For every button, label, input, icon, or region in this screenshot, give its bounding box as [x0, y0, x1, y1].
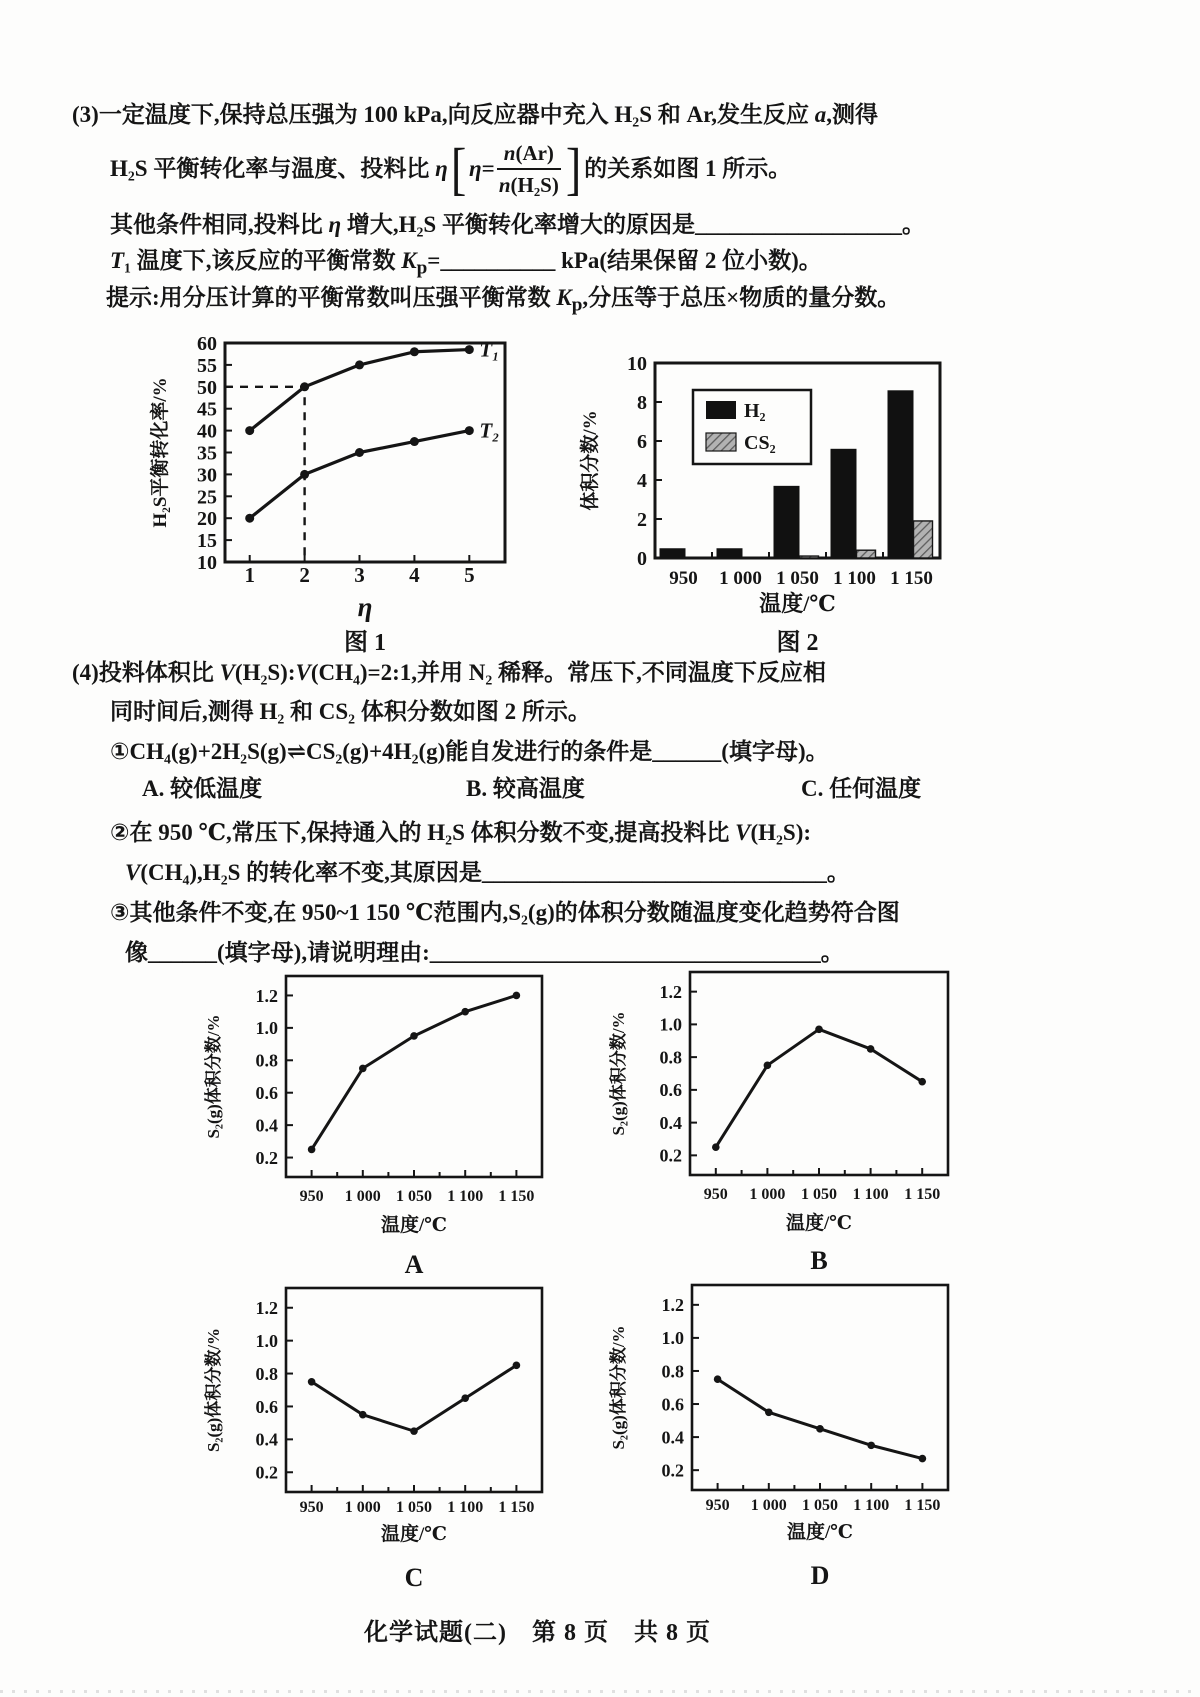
right-bracket: ] — [565, 136, 582, 202]
svg-text:1 100: 1 100 — [447, 1188, 484, 1205]
q3-line-4: T₁ 温度下,该反应的平衡常数 $K_p=\_\_\_\_\_\_\_\_\_\_$ kPa(结果保留 2 位小数)。 — [110, 248, 822, 279]
svg-text:0.6: 0.6 — [255, 1083, 278, 1104]
svg-text:1 100: 1 100 — [833, 568, 876, 589]
svg-text:45: 45 — [197, 398, 217, 421]
figure1-line-chart — [140, 330, 550, 630]
svg-text:0.6: 0.6 — [659, 1080, 682, 1101]
svg-text:η: η — [357, 592, 373, 622]
scan-noise-band — [0, 1690, 1200, 1693]
svg-text:体积分数/%: 体积分数/% — [580, 410, 601, 511]
svg-text:1 050: 1 050 — [776, 568, 819, 589]
q4-line-8: 像______(填字母),请说明理由:__________________________________。 — [125, 940, 844, 965]
svg-text:20: 20 — [197, 508, 217, 531]
q4-line-6: V(CH₄),H₂S 的转化率不变,其原因是______________________________。 — [125, 860, 850, 885]
svg-text:1.0: 1.0 — [659, 1014, 682, 1035]
formula-lead: η= — [469, 156, 495, 181]
svg-text:950: 950 — [705, 1497, 730, 1514]
svg-text:H₂S平衡转化率/%: H₂S平衡转化率/% — [150, 377, 171, 528]
svg-text:35: 35 — [197, 442, 217, 465]
svg-text:40: 40 — [197, 420, 217, 443]
svg-text:1 050: 1 050 — [396, 1188, 432, 1205]
svg-text:55: 55 — [197, 354, 217, 377]
svg-text:H₂: H₂ — [744, 400, 766, 422]
svg-text:0.2: 0.2 — [255, 1147, 278, 1168]
q3-line2-prefix: H₂S 平衡转化率与温度、投料比 η — [110, 156, 448, 181]
q4-line-1: (4)投料体积比 V(H₂S):V(CH₄)=2:1,并用 N₂ 稀释。常压下,不同温度下反应相 — [72, 660, 826, 685]
svg-text:50: 50 — [197, 376, 217, 399]
q3-line2-suffix: 的关系如图 1 所示。 — [584, 156, 792, 181]
svg-text:0.4: 0.4 — [255, 1115, 278, 1136]
svg-text:1 150: 1 150 — [890, 568, 933, 589]
q4-line-3: ①CH₄(g)+2H₂S(g)⇌CS₂(g)+4H₂(g)能自发进行的条件是______(填字母)。 — [110, 739, 829, 764]
svg-text:S₂(g)体积分数/%: S₂(g)体积分数/% — [609, 1011, 628, 1136]
svg-text:1 050: 1 050 — [802, 1497, 838, 1514]
svg-text:1.2: 1.2 — [255, 1298, 278, 1319]
svg-text:10: 10 — [197, 552, 217, 574]
formula-fraction — [497, 141, 561, 197]
chart-d — [600, 1269, 960, 1561]
svg-text:1.0: 1.0 — [255, 1018, 278, 1039]
svg-text:8: 8 — [637, 392, 647, 414]
svg-text:0.2: 0.2 — [659, 1145, 682, 1166]
svg-text:温度/℃: 温度/℃ — [785, 1213, 853, 1234]
svg-text:10: 10 — [627, 353, 647, 375]
chart-c — [195, 1272, 555, 1564]
left-bracket: [ — [450, 136, 467, 202]
fraction-denominator: n(H₂S) — [498, 173, 559, 197]
svg-text:S₂(g)体积分数/%: S₂(g)体积分数/% — [609, 1325, 628, 1450]
svg-text:0.6: 0.6 — [255, 1396, 278, 1417]
svg-text:1 150: 1 150 — [498, 1188, 535, 1205]
chart-b — [600, 956, 960, 1246]
q3-line-2 — [110, 131, 791, 207]
svg-text:1 150: 1 150 — [498, 1499, 535, 1516]
svg-text:0.8: 0.8 — [255, 1363, 278, 1384]
svg-text:1 150: 1 150 — [904, 1497, 941, 1514]
svg-text:2: 2 — [299, 563, 310, 587]
svg-text:温度/℃: 温度/℃ — [380, 1524, 448, 1545]
svg-text:0.8: 0.8 — [661, 1361, 684, 1382]
option-c: C. 任何温度 — [801, 776, 922, 801]
svg-text:1.0: 1.0 — [255, 1330, 278, 1351]
svg-text:1 100: 1 100 — [853, 1497, 890, 1514]
svg-text:0.6: 0.6 — [661, 1394, 684, 1415]
svg-text:4: 4 — [409, 563, 420, 587]
figure2-bar-chart — [575, 350, 995, 635]
chart-b-caption: B — [810, 1246, 828, 1275]
svg-text:5: 5 — [464, 563, 475, 587]
chart-c-caption: C — [404, 1563, 424, 1592]
svg-text:1 000: 1 000 — [750, 1497, 787, 1514]
q4-line-2: 同时间后,测得 H₂ 和 CS₂ 体积分数如图 2 所示。 — [110, 699, 591, 724]
svg-text:1 000: 1 000 — [344, 1188, 381, 1205]
svg-text:15: 15 — [197, 530, 217, 553]
svg-text:1 050: 1 050 — [396, 1499, 432, 1516]
svg-text:T₁: T₁ — [479, 337, 500, 362]
q4-line-7: ③其他条件不变,在 950~1 150 ℃范围内,S₂(g)的体积分数随温度变化趋势符合图 — [110, 900, 900, 925]
q3-hint: 提示:用分压计算的平衡常数叫压强平衡常数 $K_p$,分压等于总压×物质的量分数。 — [106, 285, 901, 316]
svg-text:1: 1 — [244, 563, 255, 587]
figure1-caption: 图 1 — [344, 630, 386, 656]
svg-text:6: 6 — [637, 431, 647, 453]
q3-line-3: 其他条件相同,投料比 η 增大,H₂S 平衡转化率增大的原因是__________________。 — [110, 212, 925, 237]
svg-text:1 000: 1 000 — [719, 568, 762, 589]
svg-text:S₂(g)体积分数/%: S₂(g)体积分数/% — [204, 1327, 223, 1453]
svg-text:0: 0 — [637, 548, 647, 570]
svg-text:S₂(g)体积分数/%: S₂(g)体积分数/% — [204, 1014, 223, 1139]
svg-text:温度/℃: 温度/℃ — [786, 1522, 854, 1543]
svg-text:0.4: 0.4 — [659, 1112, 682, 1133]
svg-text:1 150: 1 150 — [904, 1186, 941, 1203]
svg-text:950: 950 — [299, 1188, 324, 1205]
svg-text:0.4: 0.4 — [255, 1429, 278, 1450]
svg-text:1 050: 1 050 — [801, 1186, 837, 1203]
chart-a — [195, 960, 555, 1250]
option-a: A. 较低温度 — [142, 776, 263, 801]
svg-text:1 000: 1 000 — [749, 1186, 786, 1203]
svg-text:3: 3 — [354, 563, 365, 587]
svg-text:1.0: 1.0 — [661, 1328, 684, 1349]
svg-text:1.2: 1.2 — [661, 1295, 684, 1316]
svg-text:0.8: 0.8 — [255, 1050, 278, 1071]
svg-text:30: 30 — [197, 464, 217, 487]
svg-text:CS₂: CS₂ — [744, 432, 776, 454]
svg-text:1 100: 1 100 — [447, 1499, 484, 1516]
fraction-numerator: n(Ar) — [497, 141, 561, 170]
figure2-caption: 图 2 — [776, 630, 819, 656]
svg-text:0.2: 0.2 — [255, 1462, 278, 1483]
page-footer: 化学试题(二) 第 8 页 共 8 页 — [364, 1620, 711, 1646]
svg-text:1 000: 1 000 — [344, 1499, 381, 1516]
svg-text:0.8: 0.8 — [659, 1047, 682, 1068]
chart-a-caption: A — [404, 1250, 424, 1279]
svg-text:4: 4 — [637, 470, 647, 492]
chart-d-caption: D — [810, 1561, 830, 1590]
svg-text:1.2: 1.2 — [255, 985, 278, 1006]
option-b: B. 较高温度 — [466, 776, 585, 801]
svg-text:温度/℃: 温度/℃ — [759, 591, 836, 616]
svg-text:T₂: T₂ — [479, 418, 500, 443]
svg-text:0.4: 0.4 — [661, 1427, 684, 1448]
svg-text:1 100: 1 100 — [852, 1186, 889, 1203]
svg-text:2: 2 — [637, 509, 647, 531]
svg-text:1.2: 1.2 — [659, 981, 682, 1002]
svg-text:60: 60 — [197, 333, 217, 355]
svg-text:0.2: 0.2 — [661, 1460, 684, 1481]
svg-text:950: 950 — [703, 1186, 728, 1203]
svg-text:950: 950 — [299, 1499, 324, 1516]
svg-text:950: 950 — [669, 568, 698, 589]
svg-text:温度/℃: 温度/℃ — [380, 1215, 448, 1236]
q4-line-5: ②在 950 ℃,常压下,保持通入的 H₂S 体积分数不变,提高投料比 V(H₂S): — [110, 820, 812, 845]
q3-line-1: (3)一定温度下,保持总压强为 100 kPa,向反应器中充入 H₂S 和 Ar,发生反应 a,测得 — [72, 102, 878, 127]
svg-text:25: 25 — [197, 486, 217, 509]
